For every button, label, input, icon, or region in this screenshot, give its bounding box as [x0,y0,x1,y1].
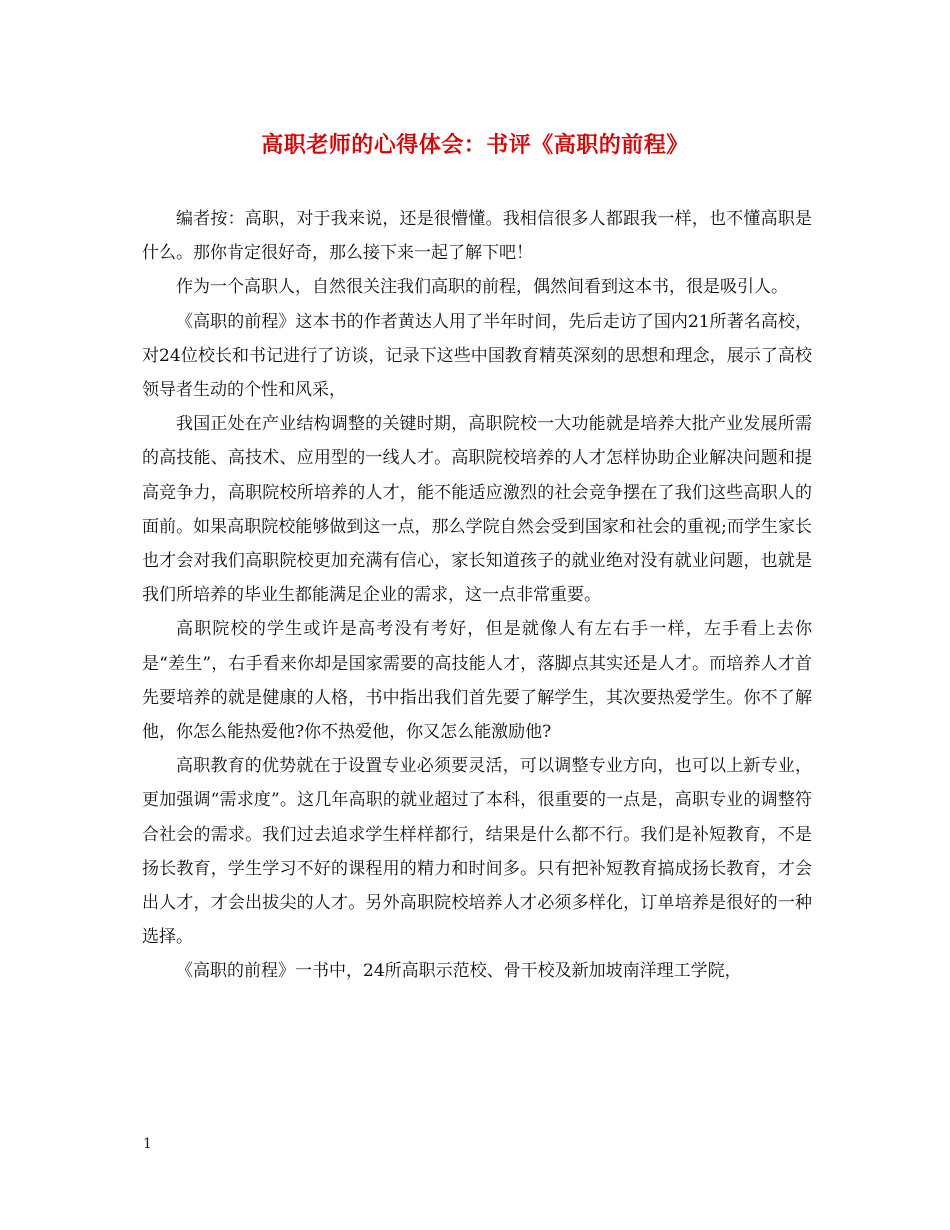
document-body [142,202,812,989]
paragraph-editor-note: 编者按：高职，对于我来说，还是很懵懂。我相信很多人都跟我一样，也不懂高职是什么。那你肯定很好奇，那么接下来一起了解下吧！ [142,209,812,264]
paragraph: 《高职的前程》这本书的作者黄达人用了半年时间，先后走访了国内21所著名高校，对24位校长和书记进行了访谈，记录下这些中国教育精英深刻的思想和理念，展示了高校领导者生动的个性和风采， [142,311,812,401]
page-number: 1 [143,1136,152,1152]
document-title: 高职老师的心得体会：书评《高职的前程》 [261,133,689,158]
paragraph: 高职院校的学生或许是高考没有考好，但是就像人有左右手一样，左手看上去你是“差生”，右手看来你却是国家需要的高技能人才，落脚点其实还是人才。而培养人才首先要培养的就是健康的人格，书中指出我们首先要了解学生，其次要热爱学生。你不了解他，你怎么能热爱他?你不热爱他，你又怎么能激励他? [142,619,812,743]
paragraph: 作为一个高职人，自然很关注我们高职的前程，偶然间看到这本书，很是吸引人。 [176,277,788,298]
paragraph: 我国正处在产业结构调整的关键时期，高职院校一大功能就是培养大批产业发展所需的高技能、高技术、应用型的一线人才。高职院校培养的人才怎样协助企业解决问题和提高竞争力，高职院校所培养的人才，能不能适应激烈的社会竞争摆在了我们这些高职人的面前。如果高职院校能够做到这一点，那么学院自然会受到国家和社会的重视;而学生家长也才会对我们高职院校更加充满有信心，家长知道孩子的就业绝对没有就业问题，也就是我们所培养的毕业生都能满足企业的需求，这一点非常重要。 [142,414,812,606]
paragraph: 《高职的前程》一书中，24所高职示范校、骨干校及新加坡南洋理工学院， [176,961,742,982]
paragraph: 高职教育的优势就在于设置专业必须要灵活，可以调整专业方向，也可以上新专业，更加强调“需求度”。这几年高职的就业超过了本科，很重要的一点是，高职专业的调整符合社会的需求。我们过去追求学生样样都行，结果是什么都不行。我们是补短教育，不是扬长教育，学生学习不好的课程用的精力和时间多。只有把补短教育搞成扬长教育，才会出人才，才会出拔尖的人才。另外高职院校培养人才必须多样化，订单培养是很好的一种选择。 [142,756,812,948]
